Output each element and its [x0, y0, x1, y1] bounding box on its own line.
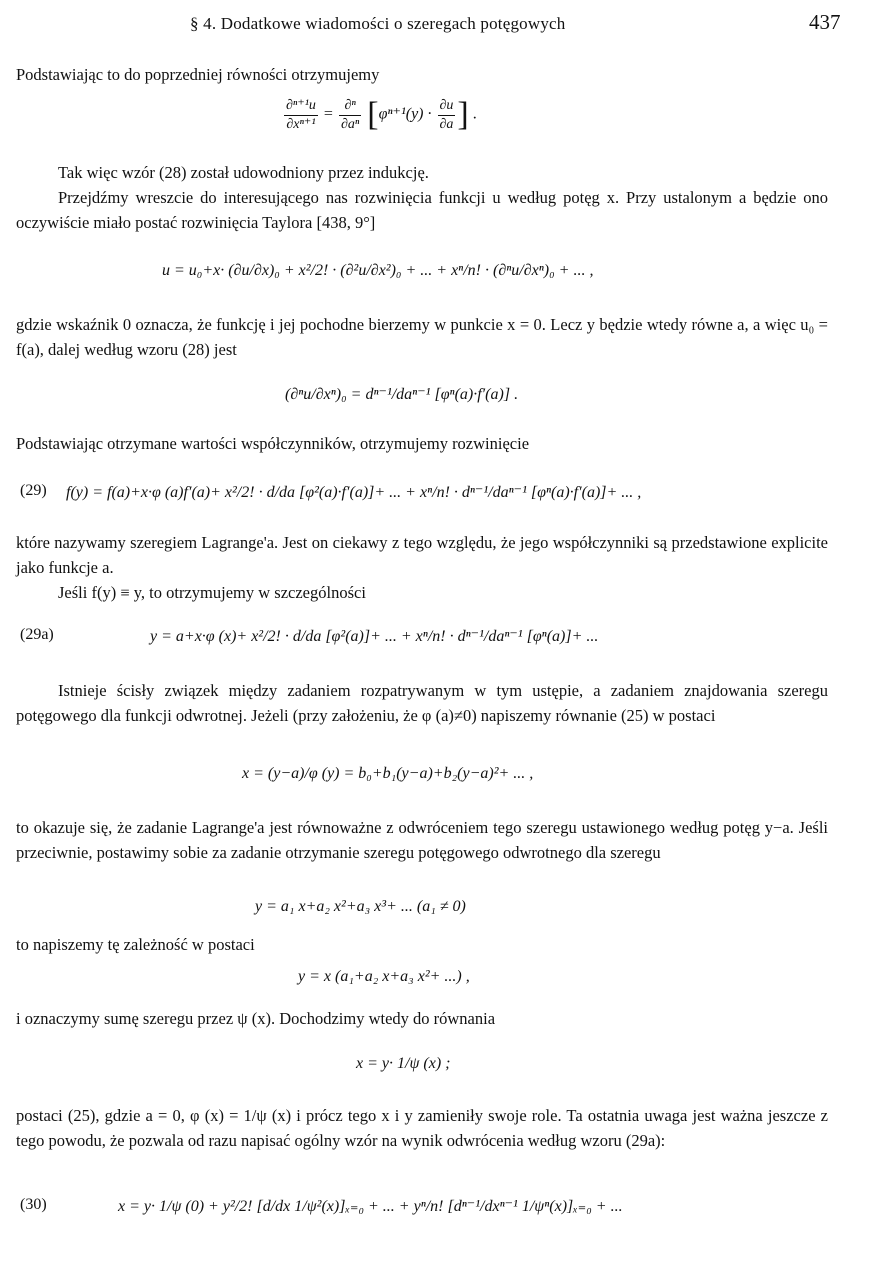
paragraph-11: i oznaczymy sumę szeregu przez ψ (x). Dochodzimy wtedy do równania	[16, 1009, 496, 1028]
paragraph-2: Tak więc wzór (28) został udowodniony przez indukcję.	[58, 163, 429, 182]
paragraph-9: to okazuje się, że zadanie Lagrange'a jest równoważne z odwróceniem tego szeregu ustawionego według potęg y−a. Jeśli przeciwnie, postawimy sobie za zadanie otrzymanie szeregu potęgowego odwrotnego dla szeregu	[16, 818, 828, 862]
equation-psi: x = y· 1/ψ (x) ;	[356, 1055, 451, 1072]
equation-30: x = y· 1/ψ (0) + y²/2! [d/dx 1/ψ²(x)]ₓ₌₀ + ... + yⁿ/n! [dⁿ⁻¹/dxⁿ⁻¹ 1/ψⁿ(x)]ₓ₌₀ + ...	[118, 1198, 623, 1215]
equation-29: f(y) = f(a)+x·φ (a)f′(a)+ x²/2! · d/da [φ²(a)·f′(a)]+ ... + xⁿ/n! · dⁿ⁻¹/daⁿ⁻¹ [φⁿ(a)·f′(a)]+ ... ,	[66, 484, 642, 501]
equation-number-29a: (29a)	[20, 626, 54, 643]
paragraph-6: które nazywamy szeregiem Lagrange'a. Jest on ciekawy z tego względu, że jego współczynniki są przedstawione explicite jako funkcje a.	[16, 533, 828, 577]
equation-inverse: x = (y−a)/φ (y) = b₀+b₁(y−a)+b₂(y−a)²+ ... ,	[242, 765, 534, 782]
page-number: 437	[809, 10, 841, 34]
fraction-inner: $\frac{\partial u}{\partial a}$	[439, 97, 454, 132]
equation-form: y = x (a₁+a₂ x+a₃ x²+ ...) ,	[298, 968, 470, 985]
equation-number-30: (30)	[20, 1196, 47, 1213]
paragraph-10: to napiszemy tę zależność w postaci	[16, 935, 255, 954]
equation-29a: y = a+x·φ (x)+ x²/2! · d/da [φ²(a)]+ ... + xⁿ/n! · dⁿ⁻¹/daⁿ⁻¹ [φⁿ(a)]+ ...	[150, 628, 599, 645]
equation-recursion: $\frac{\text{∂ⁿ⁺¹u}}{\text{∂xⁿ⁺¹}}$ = $\frac{\text{∂ⁿ}}{\text{∂aⁿ}}$ [φⁿ⁺¹(y) · $\frac{\partial u}{\partial a}$ ] .	[286, 96, 477, 133]
equation-taylor: u = u₀+x· (∂u/∂x)₀ + x²/2! · (∂²u/∂x²)₀ + ... + xⁿ/n! · (∂ⁿu/∂xⁿ)₀ + ... ,	[162, 262, 594, 279]
paragraph-7: Jeśli f(y) ≡ y, to otrzymujemy w szczególności	[58, 583, 366, 602]
fraction-lhs: $\frac{\text{∂ⁿ⁺¹u}}{\text{∂xⁿ⁺¹}}$	[286, 97, 316, 132]
fraction-mid: $\frac{\text{∂ⁿ}}{\text{∂aⁿ}}$	[340, 97, 360, 132]
paragraph-3: Przejdźmy wreszcie do interesującego nas rozwinięcia funkcji u według potęg x. Przy ustalonym a będzie ono oczywiście miało postać rozwinięcia Taylora [438, 9°]	[16, 188, 828, 232]
running-title: § 4. Dodatkowe wiadomości o szeregach potęgowych	[190, 14, 566, 33]
equation-number-29: (29)	[20, 482, 47, 499]
paragraph-5: Podstawiając otrzymane wartości współczynników, otrzymujemy rozwinięcie	[16, 434, 530, 453]
equation-series: y = a₁ x+a₂ x²+a₃ x³+ ... (a₁ ≠ 0)	[255, 898, 466, 915]
paragraph-12: postaci (25), gdzie a = 0, φ (x) = 1/ψ (x) i prócz tego x i y zamieniły swoje role. Ta ostatnia uwaga jest ważna jeszcze z tego powodu, że pozwala od razu napisać ogólny wzór na wynik odwrócenia według wzoru (29a):	[16, 1106, 828, 1150]
equation-coefficient: (∂ⁿu/∂xⁿ)₀ = dⁿ⁻¹/daⁿ⁻¹ [φⁿ(a)·f′(a)] .	[285, 386, 519, 403]
page-header	[0, 10, 893, 40]
paragraph-4: gdzie wskaźnik 0 oznacza, że funkcję i jej pochodne bierzemy w punkcie x = 0. Lecz y będzie wtedy równe a, a więc u₀ = f(a), dalej według wzoru (28) jest	[16, 315, 828, 359]
paragraph-8: Istnieje ścisły związek między zadaniem rozpatrywanym w tym ustępie, a zadaniem znajdowania szeregu potęgowego dla funkcji odwrotnej. Jeżeli (przy założeniu, że φ (a)≠0) napiszemy równanie (25) w postaci	[16, 681, 828, 725]
paragraph-1: Podstawiając to do poprzedniej równości otrzymujemy	[16, 65, 380, 84]
